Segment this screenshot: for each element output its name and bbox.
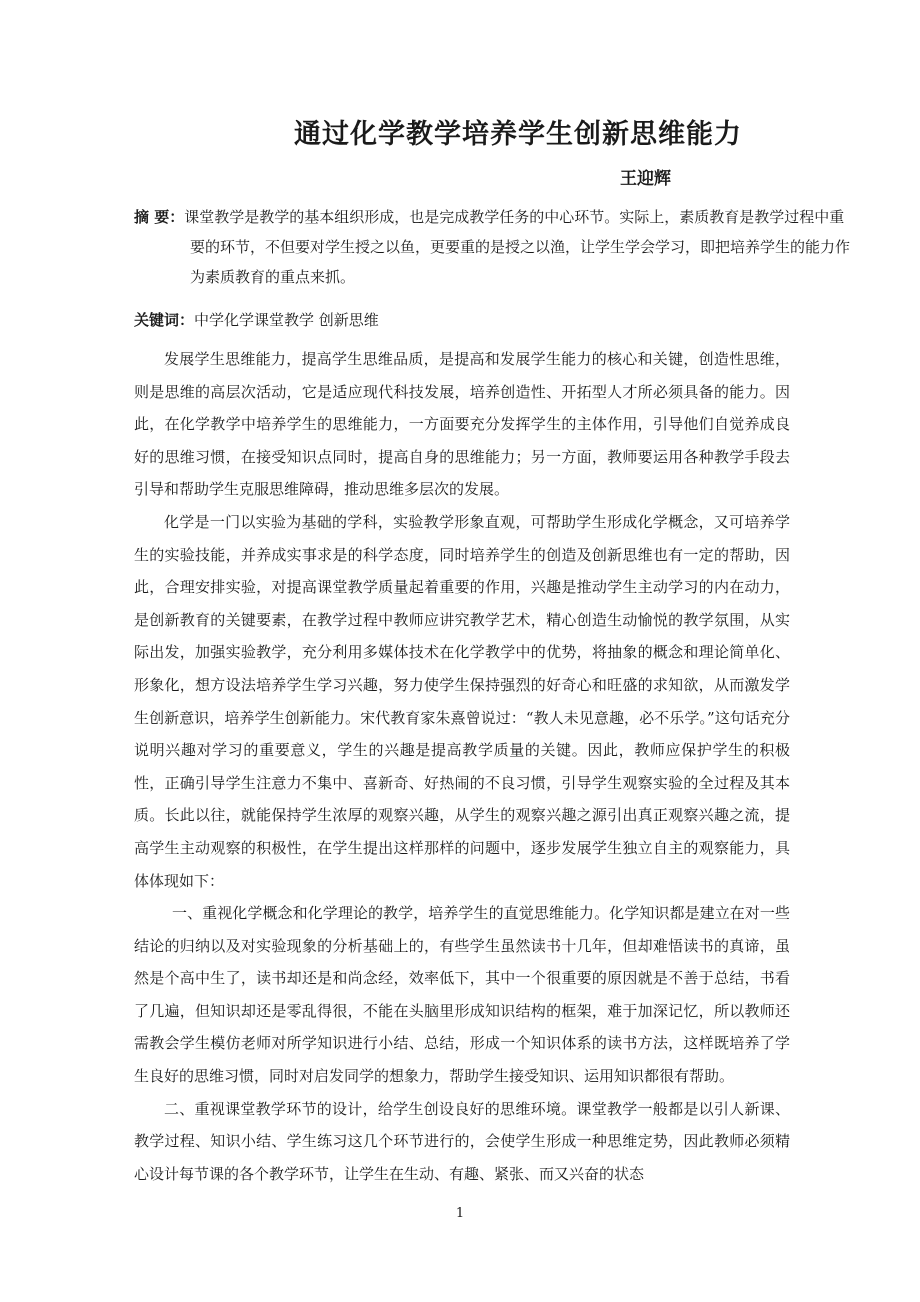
author-name: 王迎辉 bbox=[620, 169, 671, 189]
section-paragraph: 二、重视课堂教学环节的设计，给学生创设良好的思维环境。课堂教学一般都是以引人新课、教学过程、知识小结、学生练习这几个环节进行的，会使学生形成一种思维定势，因此教师必须精心设计每节课的各个教学环节，让学生在生动、有趣、紧张、而又兴奋的状态 bbox=[134, 1099, 790, 1183]
document-title: 通过化学教学培养学生创新思维能力 bbox=[294, 119, 742, 150]
abstract-section bbox=[134, 202, 852, 292]
keywords-label: 关键词： bbox=[134, 311, 195, 329]
document-body bbox=[134, 343, 790, 1190]
section-paragraph: 一、重视化学概念和化学理论的教学，培养学生的直觉思维能力。化学知识都是建立在对一些结论的归纳以及对实验现象的分析基础上的，有些学生虽然读书十几年，但却难悟读书的真谛，虽然是个高中生了，读书却还是和尚念经，效率低下，其中一个很重要的原因就是不善于总结，书看了几遍，但知识却还是零乱得很，不能在头脑里形成知识结构的框架，难于加深记忆，所以教师还需教会学生模仿老师对所学知识进行小结、总结，形成一个知识体系的读书方法，这样既培养了学生良好的思维习惯，同时对启发同学的想象力，帮助学生接受知识、运用知识都很有帮助。 bbox=[134, 904, 790, 1086]
body-paragraph: 发展学生思维能力，提高学生思维品质，是提高和发展学生能力的核心和关键，创造性思维，则是思维的高层次活动，它是适应现代科技发展，培养创造性、开拓型人才所必须具备的能力。因此，在化学教学中培养学生的思维能力，一方面要充分发挥学生的主体作用，引导他们自觉养成良好的思维习惯，在接受知识点同时，提高自身的思维能力；另一方面，教师要运用各种教学手段去引导和帮助学生克服思维障碍，推动思维多层次的发展。 bbox=[134, 350, 790, 499]
page-number-text: 1 bbox=[455, 1206, 465, 1221]
page-number bbox=[0, 1206, 920, 1221]
abstract-label: 摘 要： bbox=[134, 208, 185, 226]
body-paragraph: 化学是一门以实验为基础的学科，实验教学形象直观，可帮助学生形成化学概念，又可培养学生的实验技能，并养成实事求是的科学态度，同时培养学生的创造及创新思维也有一定的帮助，因此，合理安排实验，对提高课堂教学质量起着重要的作用，兴趣是推动学生主动学习的内在动力，是创新教育的关键要素，在教学过程中教师应讲究教学艺术，精心创造生动愉悦的教学氛围，从实际出发，加强实验教学，充分利用多媒体技术在化学教学中的优势，将抽象的概念和理论简单化、形象化，想方设法培养学生学习兴趣，努力使学生保持强烈的好奇心和旺盛的求知欲，从而激发学生创新意识，培养学生创新能力。宋代教育家朱熹曾说过：“教人未见意趣，必不乐学。”这句话充分说明兴趣对学习的重要意义，学生的兴趣是提高教学质量的关键。因此，教师应保护学生的积极性，正确引导学生注意力不集中、喜新奇、好热闹的不良习惯，引导学生观察实验的全过程及其本质。长此以往，就能保持学生浓厚的观察兴趣，从学生的观察兴趣之源引出真正观察兴趣之流，提高学生主动观察的积极性，在学生提出这样那样的问题中，逐步发展学生独立自主的观察能力，具体体现如下： bbox=[134, 512, 790, 890]
keywords-section bbox=[134, 307, 796, 333]
keywords-text: 中学化学课堂教学 创新思维 bbox=[194, 311, 379, 329]
abstract-text: 课堂教学是教学的基本组织形成，也是完成教学任务的中心环节。实际上，素质教育是教学过程中重要的环节，不但要对学生授之以鱼，更要重的是授之以渔，让学生学会学习，即把培养学生的能力作为素质教育的重点来抓。 bbox=[184, 208, 851, 286]
